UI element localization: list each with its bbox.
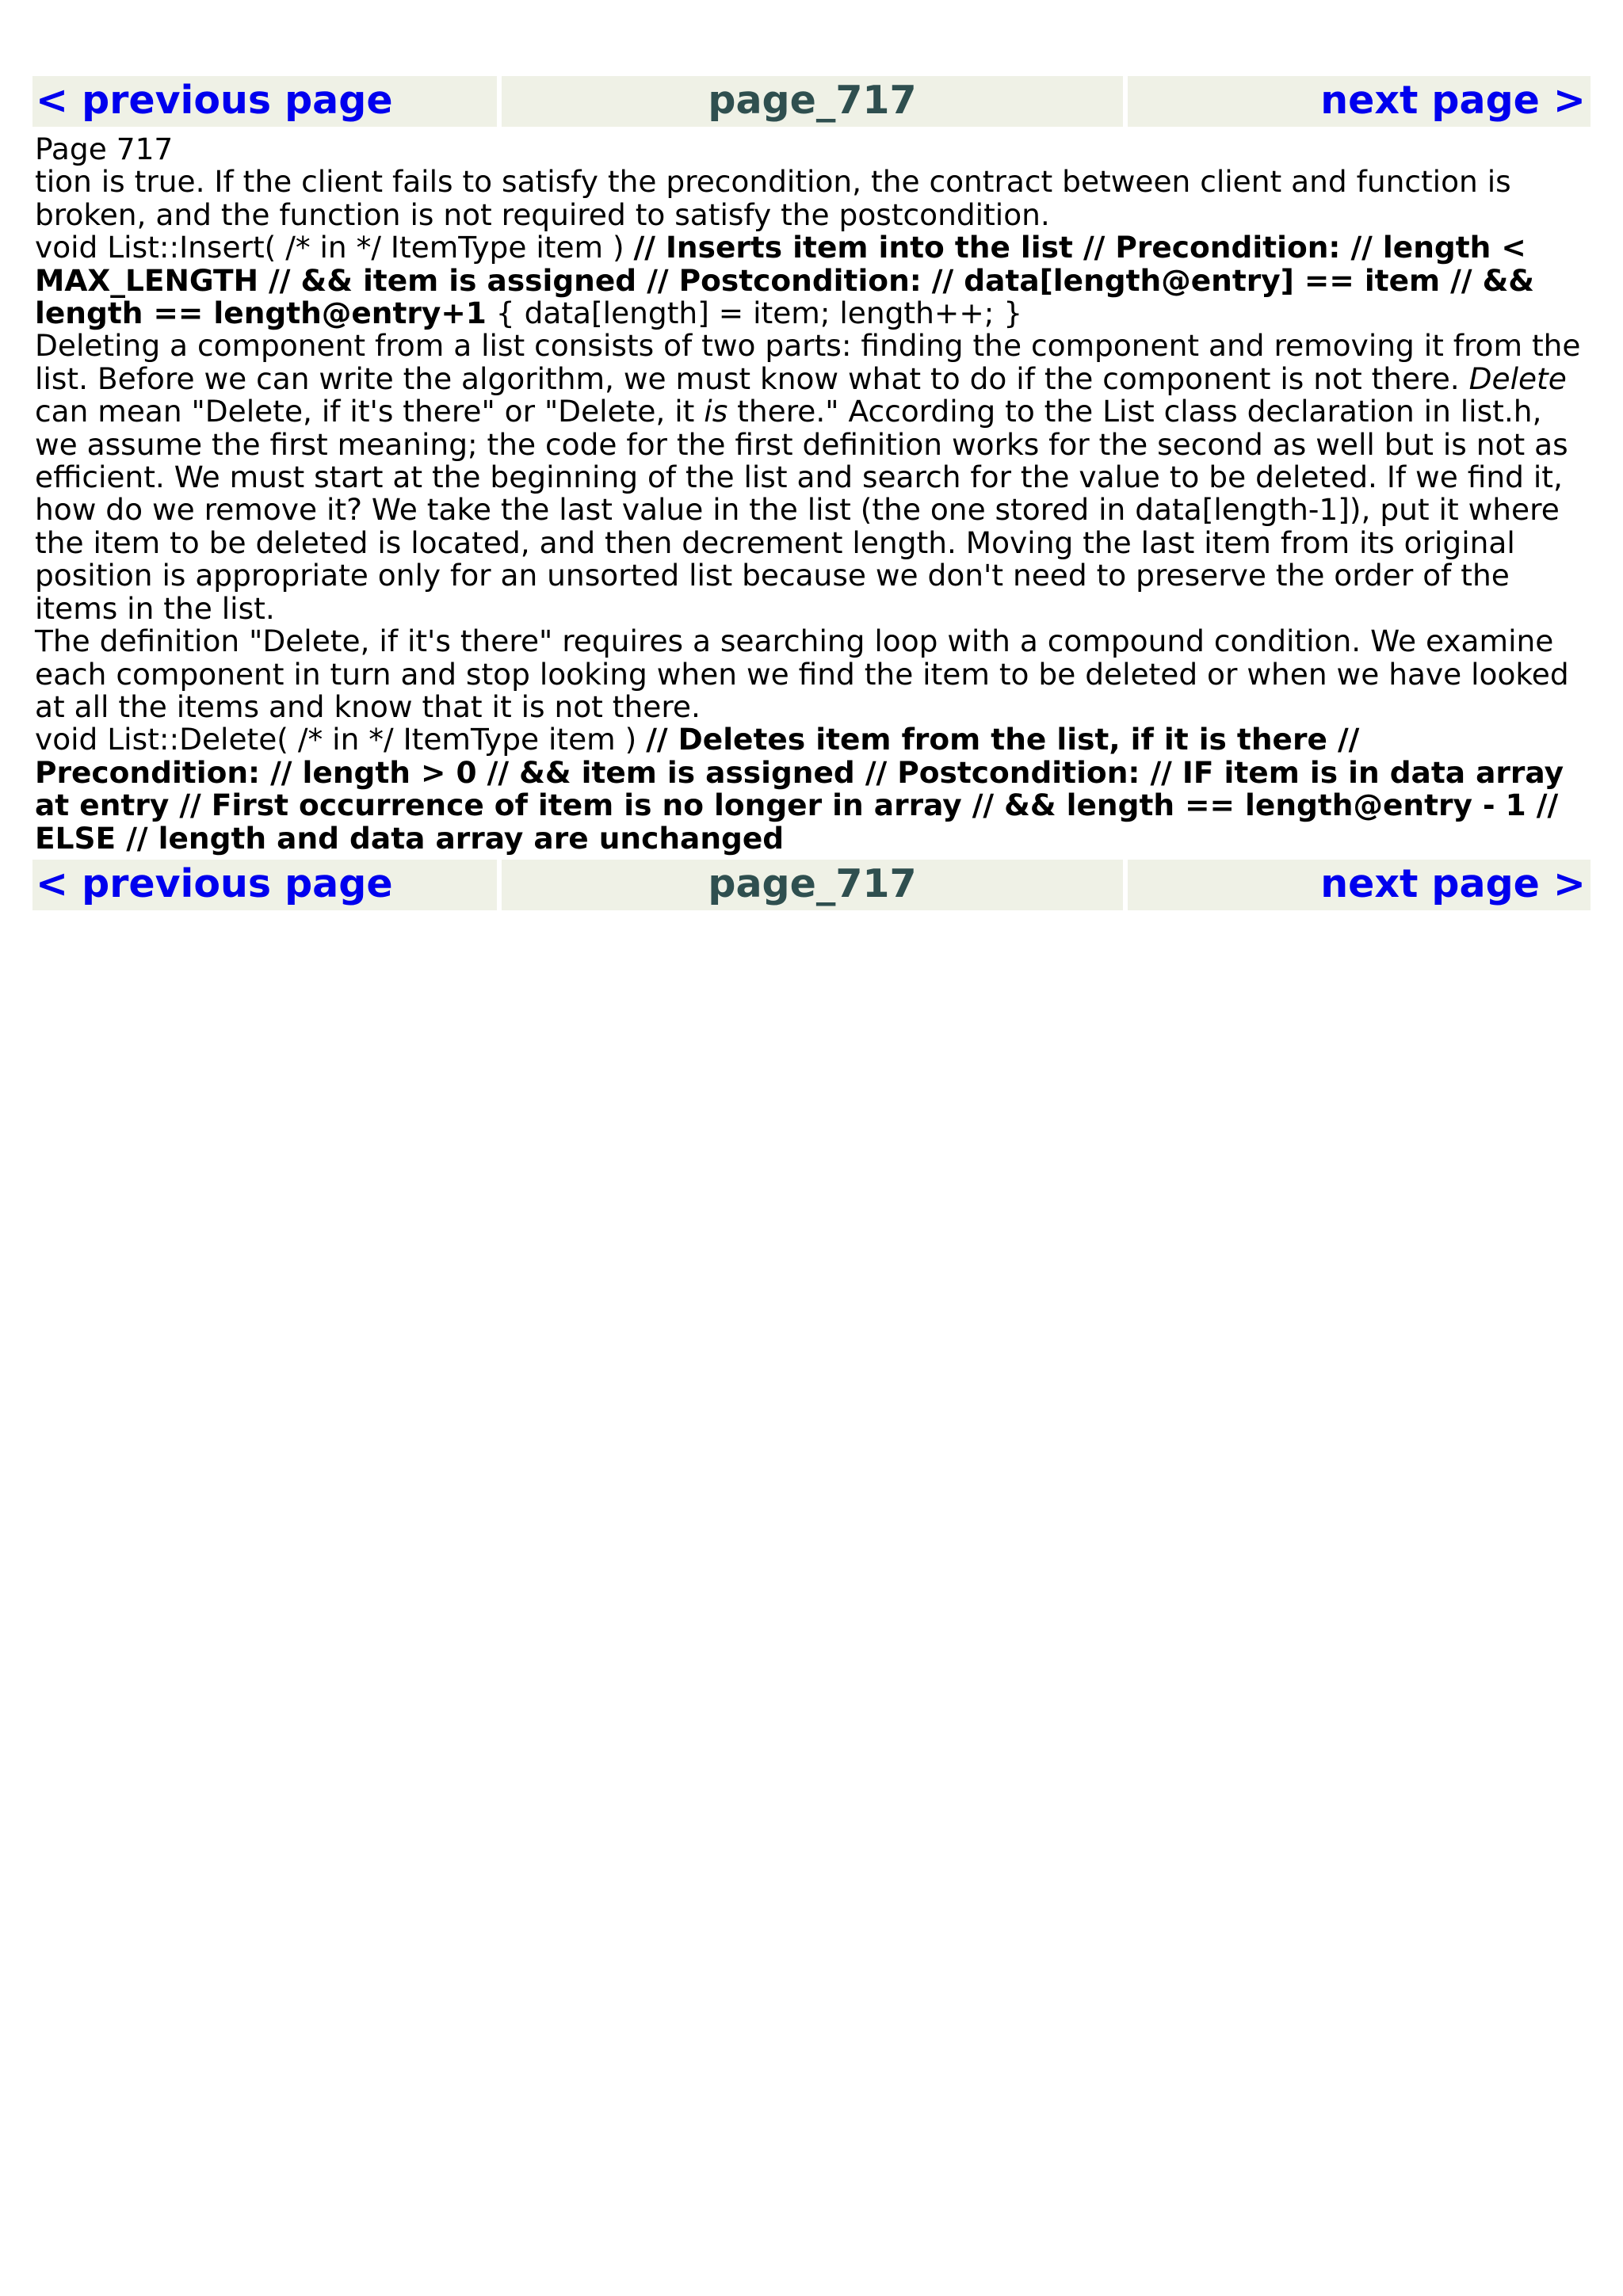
code-delete-signature: void List::Delete( /* in */ ItemType item ) (35, 722, 647, 757)
code-delete-comment: // Deletes item from the list, if it is there // Precondition: // length > 0 // && item is assigned // Postcondition: // IF item is in data array at entry // First occurrence of item is no longer in array // && length == length@entry - 1 // ELSE // length and data array are unchanged (35, 722, 1564, 856)
bottom-page-label: page_717 (502, 860, 1123, 910)
paragraph-3: The definition "Delete, if it's there" requires a searching loop with a compound condition. We examine each component in turn and stop looking when we find the item to be deleted or when we have looked at all the items and know that it is not there. (35, 624, 1569, 724)
top-page-label: page_717 (502, 76, 1123, 127)
code-insert-body: { data[length] = item; length++; } (486, 296, 1023, 331)
paragraph-2-emphasis-delete: Delete (1468, 360, 1567, 396)
paragraph-2-part-c: there." According to the List class declaration in list.h, we assume the first meaning; the code for the first definition works for the second as well but is not as efficient. We must start at the beginning of the list and search for the value to be deleted. If we find it, how do we remove it? We take the last value in the list (the one stored in data[length-1]), put it where the item to be deleted is located, and then decrement length. Moving the last item from its original position is appropriate only for an unsorted list because we don't need to preserve the order of the items in the list. (35, 394, 1568, 626)
code-insert (35, 231, 1591, 330)
code-insert-signature: void List::Insert( /* in */ ItemType item ) (35, 230, 634, 265)
paragraph-1: tion is true. If the client fails to satisfy the precondition, the contract between client and function is broken, and the function is not required to satisfy the postcondition. (35, 164, 1511, 232)
top-next-cell (1128, 76, 1591, 127)
paragraph-2-emphasis-is: is (704, 394, 728, 429)
code-insert-comment: // Inserts item into the list // Precondition: // length < MAX_LENGTH // && item is assigned // Postcondition: // data[length@entry] == item // && length == length@entry+1 (35, 230, 1535, 331)
paragraph-2-part-b: can mean "Delete, if it's there" or "Delete, it (35, 394, 705, 429)
bottom-nav-bar (32, 860, 1591, 910)
bottom-prev-cell (32, 860, 497, 910)
paragraph-2 (35, 330, 1591, 625)
bottom-next-page-link[interactable]: next page > (1320, 860, 1586, 906)
paragraph-2-part-a: Deleting a component from a list consists of two parts: finding the component and removing it from the list. Before we can write the algorithm, we must know what to do if the component is not there. (35, 328, 1581, 396)
top-prev-cell (32, 76, 497, 127)
bottom-next-cell (1128, 860, 1591, 910)
top-previous-page-link[interactable]: < previous page (36, 78, 393, 123)
document-page (32, 76, 1591, 910)
top-next-page-link[interactable]: next page > (1320, 78, 1586, 123)
code-delete (35, 723, 1591, 855)
bottom-previous-page-link[interactable]: < previous page (36, 860, 393, 906)
top-nav-bar (32, 76, 1591, 127)
page-content (32, 127, 1591, 860)
page-heading: Page 717 (35, 132, 174, 166)
